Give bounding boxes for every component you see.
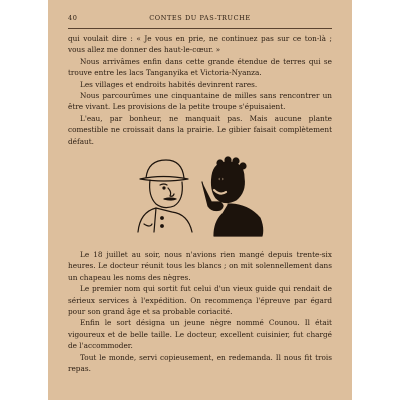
paragraph: qui voulait dire : « Je vous en prie, ne continuez pas sur ce ton-là ; vous allez me donner des haut-le-cœur. » [68, 34, 332, 55]
book-page [48, 0, 352, 400]
paragraph: Nous arrivâmes enfin dans cette grande étendue de terres qui se trouve entre les lacs Tanganyika et Victoria-Nyanza. [68, 56, 332, 78]
page-header [68, 14, 332, 28]
page-number: 40 [68, 14, 78, 22]
book-title: CONTES DU PAS-TRUCHE [149, 14, 251, 22]
paragraph: L'eau, par bonheur, ne manquait pas. Mais aucune plante comestible ne croissait dans la prairie. Le gibier faisait complètement défaut. [68, 113, 332, 146]
native-figure [202, 157, 263, 236]
explorer-figure [138, 160, 192, 232]
text-block-top [68, 33, 332, 147]
paragraph: Le 18 juillet au soir, nous n'avions rien mangé depuis trente-six heures. Le docteur réunit tous les blancs ; on mit solennellement dans un chapeau les noms des nègres. [68, 250, 332, 282]
paragraph: Le premier nom qui sortit fut celui d'un vieux guide qui rendait de sérieux services à l'expédition. On recommença l'épreuve par égard pour son grand âge et sa probable coriacité. [68, 284, 332, 317]
paragraph: Les villages et endroits habités devinrent rares. [80, 79, 258, 89]
paragraph: Enfin le sort désigna un jeune nègre nommé Counou. Il était vigoureux et de belle taille. Le docteur, excellent cuisinier, fut chargé de l'accommoder. [68, 318, 332, 351]
paragraph: Tout le monde, servi copieusement, en redemanda. Il nous fit trois repas. [68, 352, 332, 374]
paragraph: Nous parcourûmes une cinquantaine de milles sans rencontrer un être vivant. Les provisions de la petite troupe s'épuisaient. [68, 91, 332, 112]
text-block-bottom [68, 249, 332, 374]
header-rule [68, 28, 332, 29]
illustration [116, 152, 276, 242]
